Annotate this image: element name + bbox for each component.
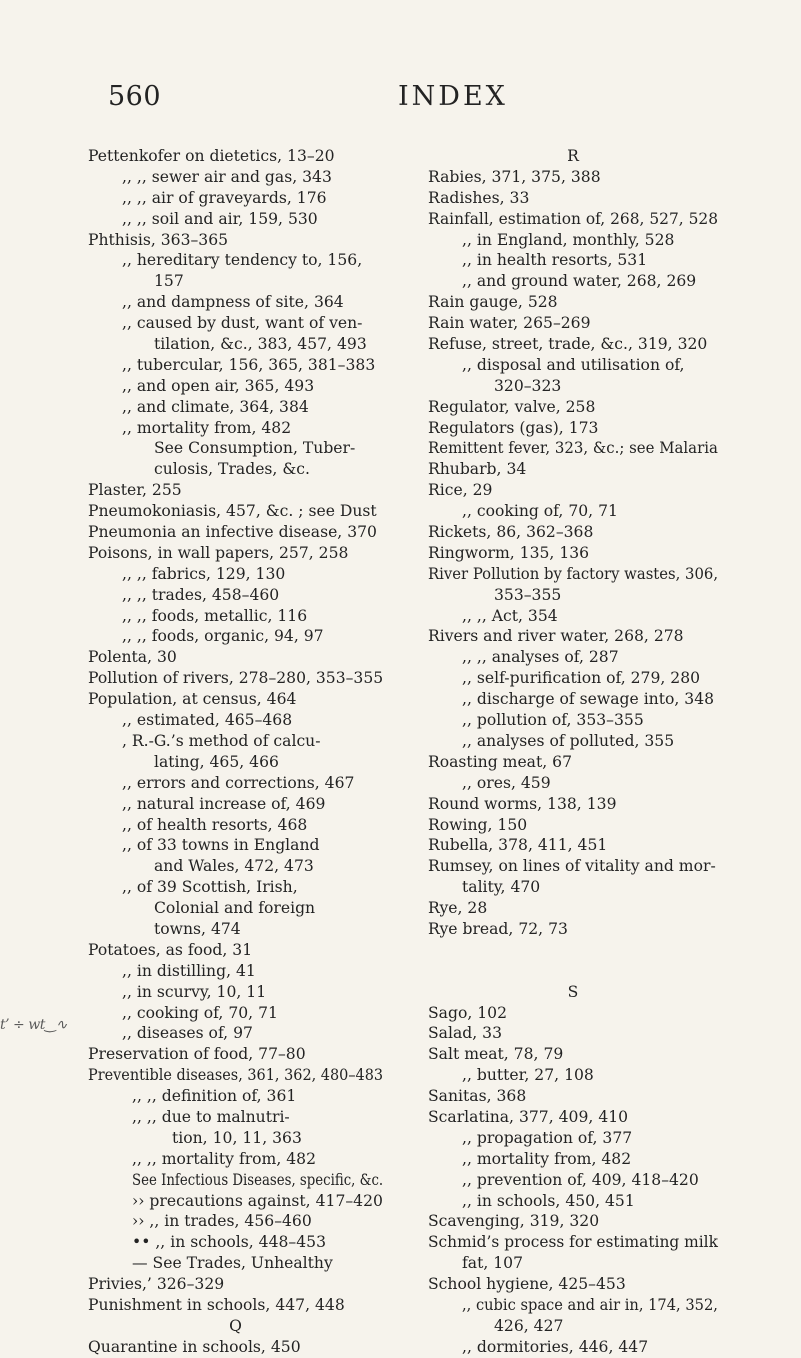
index-entry-text: ,, ,, definition of, 361 xyxy=(132,1087,297,1106)
index-entry-text: ,, errors and corrections, 467 xyxy=(122,773,355,792)
index-entry-text: ,, ,, fabrics, 129, 130 xyxy=(122,564,286,583)
index-entry xyxy=(88,459,383,480)
index-entry-text: Population, at census, 464 xyxy=(88,690,297,709)
index-entry-text: ,, ,, analyses of, 287 xyxy=(462,648,619,667)
index-entry xyxy=(88,501,383,522)
index-entry xyxy=(428,647,718,668)
index-entry xyxy=(88,564,383,585)
index-entry-text: ,, ,, due to malnutri- xyxy=(132,1107,290,1126)
index-entry-text: Q xyxy=(229,1316,242,1335)
index-entry-text: fat, 107 xyxy=(462,1254,524,1273)
index-entry xyxy=(428,1232,718,1253)
index-entry xyxy=(88,292,383,313)
index-entry-text: Punishment in schools, 447, 448 xyxy=(88,1295,345,1314)
index-entry-text: Rain gauge, 528 xyxy=(428,293,558,312)
index-entry-text: ,, ,, trades, 458–460 xyxy=(122,585,280,604)
index-entry-text: ,, in distilling, 41 xyxy=(122,961,256,980)
index-entry xyxy=(88,376,383,397)
index-entry xyxy=(428,1274,718,1295)
index-entry-text: ,, cubic space and air in, 174, 352, xyxy=(462,1295,718,1314)
index-entry-text: R xyxy=(567,147,579,165)
index-entry-text: ,, cooking of, 70, 71 xyxy=(462,502,618,521)
index-entry-text: Pollution of rivers, 278–280, 353–355 xyxy=(88,669,384,688)
index-entry-text: Scarlatina, 377, 409, 410 xyxy=(428,1107,629,1126)
index-entry xyxy=(428,564,718,585)
index-entry xyxy=(88,1170,383,1191)
index-entry xyxy=(88,480,383,501)
index-entry xyxy=(428,1023,718,1044)
index-entry xyxy=(428,1170,718,1191)
index-entry-text: ,, ,, sewer air and gas, 343 xyxy=(122,167,332,186)
index-entry xyxy=(428,752,718,773)
index-entry xyxy=(428,418,718,439)
index-entry-text: ,, dormitories, 446, 447 xyxy=(462,1337,649,1356)
index-entry-text: ,, natural increase of, 469 xyxy=(122,794,326,813)
index-entry-text: River Pollution by factory wastes, 306, xyxy=(428,564,719,583)
index-entry xyxy=(88,626,383,647)
index-entry xyxy=(428,209,718,230)
index-entry xyxy=(428,1316,718,1337)
index-entry xyxy=(88,1003,383,1024)
index-entry xyxy=(428,1086,718,1107)
index-entry xyxy=(88,418,383,439)
index-entry-text: Sanitas, 368 xyxy=(428,1087,527,1106)
index-entry xyxy=(428,606,718,627)
index-entry-text: ,, estimated, 465–468 xyxy=(122,711,293,730)
index-entry-text: Pettenkofer on dietetics, 13–20 xyxy=(88,147,335,165)
index-entry-text: •• ,, in schools, 448–453 xyxy=(132,1233,326,1252)
index-entry-text: ,, mortality from, 482 xyxy=(122,418,292,437)
index-entry-text: Preservation of food, 77–80 xyxy=(88,1045,306,1064)
index-entry-text: ,, and climate, 364, 384 xyxy=(122,397,309,416)
index-entry-text: ,, self-purification of, 279, 280 xyxy=(462,669,701,688)
page-header xyxy=(0,81,801,121)
index-entry-text: Poisons, in wall papers, 257, 258 xyxy=(88,543,349,562)
index-entry xyxy=(428,459,718,480)
index-entry-text: Roasting meat, 67 xyxy=(428,752,572,771)
index-entry-text: ,, ,, foods, organic, 94, 97 xyxy=(122,627,324,646)
index-entry-text: ,, and dampness of site, 364 xyxy=(122,293,344,312)
index-entry-text: ,, in schools, 450, 451 xyxy=(462,1191,635,1210)
index-entry-text: ,, of 39 Scottish, Irish, xyxy=(122,878,298,897)
index-entry xyxy=(428,961,718,982)
index-entry-text: ,, of 33 towns in England xyxy=(122,836,320,855)
index-entry xyxy=(428,626,718,647)
index-entry-text: ,, of health resorts, 468 xyxy=(122,815,308,834)
index-entry xyxy=(88,522,383,543)
index-entry-text: Rickets, 86, 362–368 xyxy=(428,523,594,542)
index-entry xyxy=(88,1086,383,1107)
index-entry xyxy=(428,668,718,689)
index-entry-text: ,, discharge of sewage into, 348 xyxy=(462,690,715,709)
index-entry xyxy=(88,731,383,752)
index-entry xyxy=(428,1128,718,1149)
index-entry xyxy=(428,501,718,522)
index-entry-text: Rye, 28 xyxy=(428,899,488,918)
index-entry-text: towns, 474 xyxy=(154,919,241,938)
margin-annotation: t’ ÷ wt‿∿ xyxy=(0,1017,67,1033)
index-entry xyxy=(428,167,718,188)
index-entry xyxy=(88,815,383,836)
index-entry-text: ,, analyses of polluted, 355 xyxy=(462,731,675,750)
index-entry-text: 157 xyxy=(154,272,184,291)
index-entry xyxy=(88,877,383,898)
page-number: 560 xyxy=(108,81,162,112)
index-entry xyxy=(88,898,383,919)
index-entry xyxy=(88,397,383,418)
index-entry xyxy=(428,376,718,397)
index-entry-text: ,, ores, 459 xyxy=(462,773,551,792)
index-entry-text: Scavenging, 319, 320 xyxy=(428,1212,600,1231)
index-entry xyxy=(428,313,718,334)
index-entry-text: Round worms, 138, 139 xyxy=(428,794,617,813)
index-entry xyxy=(88,1232,383,1253)
index-entry xyxy=(428,271,718,292)
index-entry-text: See Infectious Diseases, specific, &c. xyxy=(132,1170,384,1189)
index-entry xyxy=(428,877,718,898)
index-entry xyxy=(428,1337,718,1358)
index-entry-text: 320–323 xyxy=(494,376,562,395)
index-entry xyxy=(428,1003,718,1024)
index-entry xyxy=(428,731,718,752)
index-entry-text: tilation, &c., 383, 457, 493 xyxy=(154,335,367,354)
index-entry-text: Quarantine in schools, 450 xyxy=(88,1337,301,1356)
index-entry xyxy=(88,167,383,188)
index-entry-text: — See Trades, Unhealthy xyxy=(132,1254,333,1273)
index-entry-text: See Consumption, Tuber- xyxy=(154,439,356,458)
index-entry xyxy=(428,480,718,501)
index-entry-text: Rainfall, estimation of, 268, 527, 528 xyxy=(428,209,719,228)
index-entry xyxy=(88,919,383,940)
index-entry-text: ,, and ground water, 268, 269 xyxy=(462,272,697,291)
section-letter xyxy=(428,146,718,167)
index-entry-text: culosis, Trades, &c. xyxy=(154,460,310,479)
index-entry-text: Salad, 33 xyxy=(428,1024,503,1043)
index-entry xyxy=(88,355,383,376)
index-entry xyxy=(88,710,383,731)
index-entry-text: ,, diseases of, 97 xyxy=(122,1024,253,1043)
index-entry xyxy=(88,209,383,230)
index-entry xyxy=(88,1065,383,1086)
index-entry xyxy=(428,250,718,271)
index-entry-text: ,, and open air, 365, 493 xyxy=(122,376,315,395)
index-entry xyxy=(88,1023,383,1044)
index-entry xyxy=(428,522,718,543)
index-entry-text: Pneumokoniasis, 457, &c. ; see Dust xyxy=(88,502,377,521)
index-entry xyxy=(428,835,718,856)
index-entry-text: , R.-G.’s method of calcu- xyxy=(122,731,321,750)
index-entry-text: ,, propagation of, 377 xyxy=(462,1128,633,1147)
index-entry xyxy=(88,856,383,877)
index-entry xyxy=(88,606,383,627)
index-entry xyxy=(88,1107,383,1128)
index-entry-text: Phthisis, 363–365 xyxy=(88,230,229,249)
index-entry xyxy=(88,585,383,606)
index-entry-text: Rice, 29 xyxy=(428,481,493,500)
index-entry-text: S xyxy=(567,982,579,1001)
index-entry-text: tality, 470 xyxy=(462,878,541,897)
index-entry-text: Rye bread, 72, 73 xyxy=(428,919,568,938)
index-entry xyxy=(88,334,383,355)
index-entry-text: ,, in health resorts, 531 xyxy=(462,251,648,270)
index-column-left xyxy=(88,146,383,1358)
index-entry-text: Colonial and foreign xyxy=(154,899,316,918)
index-entry xyxy=(88,230,383,251)
index-entry-text: ,, ,, soil and air, 159, 530 xyxy=(122,209,318,228)
index-entry-text: Plaster, 255 xyxy=(88,481,182,500)
index-entry xyxy=(428,230,718,251)
index-entry xyxy=(88,250,383,271)
index-entry xyxy=(428,188,718,209)
index-entry xyxy=(428,773,718,794)
index-entry-text: ,, butter, 27, 108 xyxy=(462,1066,594,1085)
index-entry-text: ,, ,, foods, metallic, 116 xyxy=(122,606,308,625)
index-entry xyxy=(428,710,718,731)
index-entry xyxy=(88,794,383,815)
index-entry xyxy=(88,146,383,167)
index-entry xyxy=(428,1044,718,1065)
index-entry-text: Privies,’ 326–329 xyxy=(88,1275,225,1294)
index-entry xyxy=(88,271,383,292)
index-entry-text: 426, 427 xyxy=(494,1316,564,1335)
index-entry-text: ›› ,, in trades, 456–460 xyxy=(132,1212,312,1231)
index-entry xyxy=(428,815,718,836)
index-entry-text: Rowing, 150 xyxy=(428,815,528,834)
index-entry-text: Rivers and river water, 268, 278 xyxy=(428,627,684,646)
index-entry xyxy=(428,355,718,376)
index-entry-text: Rumsey, on lines of vitality and mor- xyxy=(428,857,716,876)
index-entry xyxy=(88,1211,383,1232)
index-entry-text: Rain water, 265–269 xyxy=(428,314,591,333)
index-entry xyxy=(88,1274,383,1295)
index-entry-text: School hygiene, 425–453 xyxy=(428,1275,626,1294)
index-entry xyxy=(88,1149,383,1170)
index-entry-text: ,, tubercular, 156, 365, 381–383 xyxy=(122,355,376,374)
index-entry xyxy=(428,585,718,606)
index-entry xyxy=(88,689,383,710)
index-entry xyxy=(428,794,718,815)
index-entry xyxy=(428,898,718,919)
index-entry-text: ,, in England, monthly, 528 xyxy=(462,230,675,249)
index-entry xyxy=(88,188,383,209)
index-entry xyxy=(88,1128,383,1149)
index-entry xyxy=(88,835,383,856)
page-title: INDEX xyxy=(398,81,508,112)
index-entry-text: ›› precautions against, 417–420 xyxy=(132,1191,383,1210)
index-entry xyxy=(428,919,718,940)
index-entry xyxy=(428,1107,718,1128)
index-entry xyxy=(428,1191,718,1212)
index-entry xyxy=(88,1253,383,1274)
index-entry xyxy=(88,961,383,982)
index-entry-text: ,, ,, Act, 354 xyxy=(462,606,558,625)
index-entry xyxy=(428,1211,718,1232)
index-entry-text: ,, prevention of, 409, 418–420 xyxy=(462,1170,699,1189)
index-entry xyxy=(428,1295,718,1316)
index-entry xyxy=(428,856,718,877)
index-entry-text: Sago, 102 xyxy=(428,1003,508,1022)
index-entry xyxy=(88,1191,383,1212)
index-entry xyxy=(428,438,718,459)
index-entry-text: 353–355 xyxy=(494,585,562,604)
index-entry-text: Ringworm, 135, 136 xyxy=(428,543,590,562)
index-entry xyxy=(428,334,718,355)
index-entry xyxy=(428,292,718,313)
section-letter xyxy=(88,1316,383,1337)
index-entry-text: Rhubarb, 34 xyxy=(428,460,527,479)
index-column-right xyxy=(428,146,718,1358)
index-entry-text: Rabies, 371, 375, 388 xyxy=(428,167,601,186)
index-entry xyxy=(428,689,718,710)
index-entry xyxy=(88,647,383,668)
index-entry-text: tion, 10, 11, 363 xyxy=(172,1128,302,1147)
index-entry xyxy=(428,1149,718,1170)
index-entry xyxy=(88,773,383,794)
index-entry-text: ,, ,, air of graveyards, 176 xyxy=(122,188,327,207)
index-entry-text: Polenta, 30 xyxy=(88,648,177,667)
index-entry-text: Radishes, 33 xyxy=(428,188,530,207)
index-entry xyxy=(88,940,383,961)
index-entry xyxy=(88,1044,383,1065)
index-entry-text: Regulator, valve, 258 xyxy=(428,397,596,416)
index-entry xyxy=(428,1065,718,1086)
index-entry xyxy=(88,752,383,773)
index-entry xyxy=(88,668,383,689)
index-entry-text: ,, mortality from, 482 xyxy=(462,1149,632,1168)
index-entry xyxy=(428,1253,718,1274)
index-entry-text: Preventible diseases, 361, 362, 480–483 xyxy=(88,1066,384,1085)
index-entry xyxy=(88,313,383,334)
index-entry-text: Schmid’s process for estimating milk xyxy=(428,1233,718,1252)
index-entry-text: Remittent fever, 323, &c.; see Malaria xyxy=(428,439,718,458)
index-entry xyxy=(428,940,718,961)
index-entry-text: Pneumonia an infective disease, 370 xyxy=(88,523,377,542)
section-letter xyxy=(428,982,718,1003)
index-entry-text: Regulators (gas), 173 xyxy=(428,418,599,437)
index-entry xyxy=(428,397,718,418)
index-entry-text: ,, caused by dust, want of ven- xyxy=(122,314,363,333)
index-entry-text: Refuse, street, trade, &c., 319, 320 xyxy=(428,335,708,354)
index-entry-text: and Wales, 472, 473 xyxy=(154,857,314,876)
index-entry-text: ,, ,, mortality from, 482 xyxy=(132,1149,317,1168)
index-entry-text: ,, pollution of, 353–355 xyxy=(462,711,644,730)
index-entry-text: Rubella, 378, 411, 451 xyxy=(428,836,608,855)
index-entry xyxy=(88,1295,383,1316)
index-entry-text: Salt meat, 78, 79 xyxy=(428,1045,564,1064)
index-entry xyxy=(428,543,718,564)
index-entry xyxy=(88,982,383,1003)
index-entry-text: ,, disposal and utilisation of, xyxy=(462,355,685,374)
index-entry xyxy=(88,543,383,564)
index-entry xyxy=(88,438,383,459)
index-entry xyxy=(88,1337,383,1358)
index-entry-text: ,, hereditary tendency to, 156, xyxy=(122,251,363,270)
index-entry-text: lating, 465, 466 xyxy=(154,752,279,771)
index-entry-text: Potatoes, as food, 31 xyxy=(88,940,253,959)
index-entry-text: ,, cooking of, 70, 71 xyxy=(122,1003,278,1022)
index-entry-text: ,, in scurvy, 10, 11 xyxy=(122,982,267,1001)
